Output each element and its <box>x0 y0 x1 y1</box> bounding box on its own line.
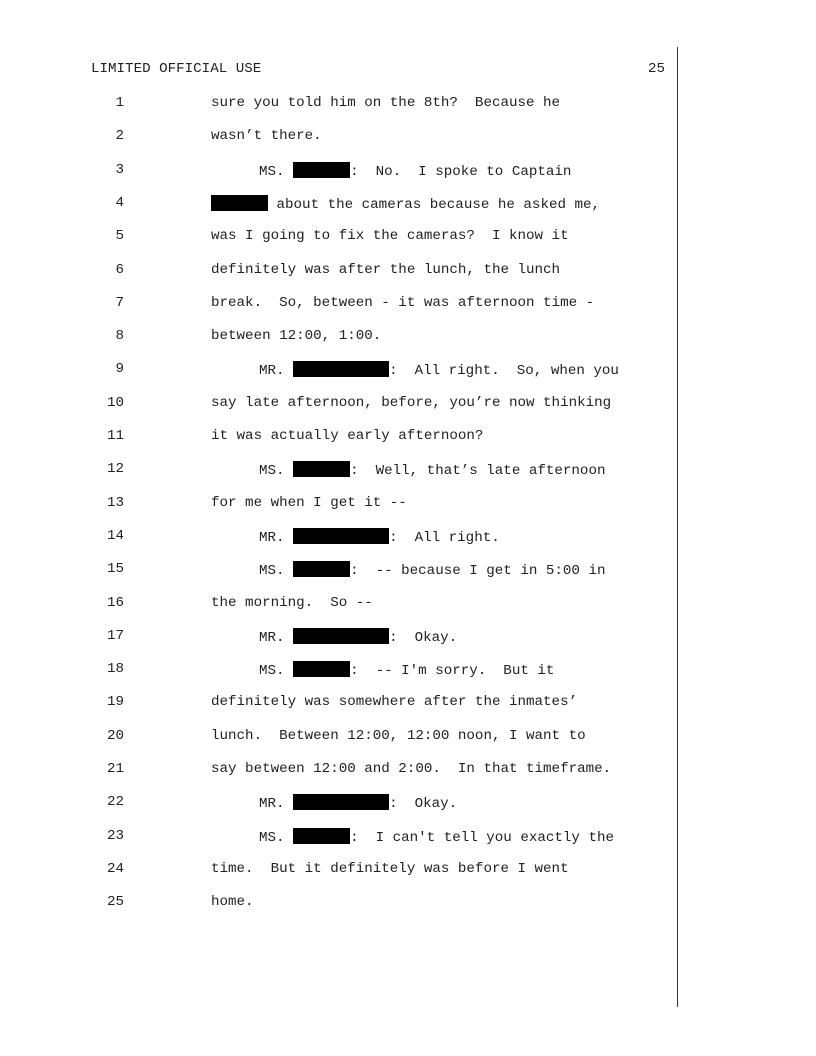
transcript-line <box>0 828 700 850</box>
line-text <box>211 295 594 311</box>
line-number: 8 <box>115 328 124 345</box>
text-segment: : -- because I get in 5:00 in <box>350 563 606 580</box>
text-segment: say between 12:00 and 2:00. In that timeframe. <box>211 761 612 777</box>
text-segment: MR. <box>259 796 294 813</box>
transcript-line <box>0 262 700 284</box>
line-text <box>259 361 619 379</box>
redaction-box <box>293 661 350 677</box>
line-text <box>211 728 586 744</box>
transcript-line <box>0 595 700 617</box>
transcript-line <box>0 495 700 517</box>
redaction-box <box>293 628 389 644</box>
line-number: 13 <box>106 494 124 511</box>
text-segment: MS. <box>259 163 294 180</box>
text-segment: between 12:00, 1:00. <box>211 328 382 345</box>
classification-header: LIMITED OFFICIAL USE <box>91 61 262 77</box>
text-segment: MS. <box>259 663 294 680</box>
line-text <box>259 461 605 479</box>
line-number: 6 <box>115 261 124 278</box>
line-number: 11 <box>106 428 124 444</box>
line-text <box>211 395 611 411</box>
text-segment: the morning. So -- <box>211 594 373 611</box>
line-number: 23 <box>106 827 124 844</box>
text-segment: MR. <box>259 529 294 546</box>
text-segment: : No. I spoke to Captain <box>350 163 572 180</box>
line-number: 25 <box>106 894 124 911</box>
transcript-line <box>0 95 700 117</box>
line-text <box>259 628 457 646</box>
redaction-box <box>293 794 389 810</box>
line-number: 12 <box>106 461 124 478</box>
text-segment: : All right. <box>389 529 500 546</box>
transcript-line <box>0 461 700 483</box>
line-number: 16 <box>106 594 124 611</box>
redaction-box <box>293 528 389 544</box>
transcript-line <box>0 661 700 683</box>
transcript-line <box>0 195 700 217</box>
line-number: 20 <box>106 727 124 744</box>
line-number: 2 <box>115 128 124 145</box>
transcript-line <box>0 528 700 550</box>
line-text <box>211 95 560 111</box>
text-segment: MR. <box>259 629 294 646</box>
text-segment: say late afternoon, before, you’re now thinking <box>211 394 612 411</box>
transcript-line <box>0 761 700 783</box>
transcript-line <box>0 295 700 317</box>
line-text <box>211 228 569 244</box>
line-number: 7 <box>115 294 124 311</box>
text-segment: : All right. So, when you <box>389 363 619 380</box>
redaction-box <box>293 461 350 477</box>
text-segment: time. But it definitely was before I went <box>211 860 569 877</box>
transcript-line <box>0 228 700 250</box>
line-text <box>211 694 577 710</box>
line-text <box>211 894 254 910</box>
page-number: 25 <box>648 61 666 77</box>
line-number: 5 <box>115 228 124 245</box>
redaction-box <box>293 561 350 577</box>
text-segment: MS. <box>259 829 294 846</box>
text-segment: sure you told him on the 8th? Because he <box>211 95 561 111</box>
transcript-line <box>0 728 700 750</box>
line-number: 24 <box>106 860 124 877</box>
text-segment: MR. <box>259 363 294 380</box>
line-number: 21 <box>106 761 124 777</box>
line-number: 9 <box>115 361 124 378</box>
transcript-line <box>0 162 700 184</box>
line-text <box>259 828 614 846</box>
line-number: 17 <box>106 627 124 644</box>
transcript-line <box>0 894 700 916</box>
text-segment: definitely was somewhere after the inmates’ <box>211 694 578 711</box>
text-segment: wasn’t there. <box>211 128 322 145</box>
line-number: 18 <box>106 661 124 678</box>
redaction-box <box>293 162 350 178</box>
line-number: 22 <box>106 794 124 811</box>
line-number: 19 <box>106 694 124 711</box>
line-number: 10 <box>106 394 124 411</box>
line-number: 3 <box>115 161 124 178</box>
text-segment: for me when I get it -- <box>211 494 407 511</box>
transcript-line <box>0 428 700 450</box>
text-segment: : I can't tell you exactly the <box>350 829 614 846</box>
line-text <box>211 262 560 278</box>
text-segment: about the cameras because he asked me, <box>268 196 601 213</box>
transcript-line <box>0 794 700 816</box>
transcript-line <box>0 694 700 716</box>
line-text <box>211 428 483 444</box>
line-number: 1 <box>115 95 124 111</box>
line-text <box>211 861 569 877</box>
line-text <box>259 162 571 180</box>
line-number: 15 <box>106 561 124 578</box>
line-number: 14 <box>106 527 124 544</box>
redaction-box <box>211 195 268 211</box>
text-segment: home. <box>211 894 254 911</box>
line-text <box>259 561 605 579</box>
redaction-box <box>293 828 350 844</box>
text-segment: lunch. Between 12:00, 12:00 noon, I want to <box>211 727 586 744</box>
transcript-line <box>0 561 700 583</box>
transcript-line <box>0 861 700 883</box>
redaction-box <box>293 361 389 377</box>
text-segment: : Okay. <box>389 796 458 813</box>
text-segment: : Okay. <box>389 629 458 646</box>
transcript-line <box>0 395 700 417</box>
transcript-line <box>0 328 700 350</box>
line-text <box>211 128 322 144</box>
line-text <box>259 794 457 812</box>
text-segment: MS. <box>259 563 294 580</box>
text-segment: it was actually early afternoon? <box>211 428 484 444</box>
line-text <box>259 528 500 546</box>
line-text <box>211 761 611 777</box>
line-text <box>211 195 600 213</box>
line-text <box>211 495 407 511</box>
text-segment: MS. <box>259 463 294 480</box>
text-segment: break. So, between - it was afternoon time - <box>211 294 595 311</box>
line-text <box>259 661 554 679</box>
text-segment: was I going to fix the cameras? I know it <box>211 228 569 245</box>
text-segment: definitely was after the lunch, the lunch <box>211 261 561 278</box>
line-number: 4 <box>115 194 124 211</box>
line-text <box>211 328 381 344</box>
text-segment: : -- I'm sorry. But it <box>350 663 555 680</box>
transcript-line <box>0 628 700 650</box>
transcript-line <box>0 361 700 383</box>
transcript-line <box>0 128 700 150</box>
line-text <box>211 595 373 611</box>
text-segment: : Well, that’s late afternoon <box>350 463 606 480</box>
